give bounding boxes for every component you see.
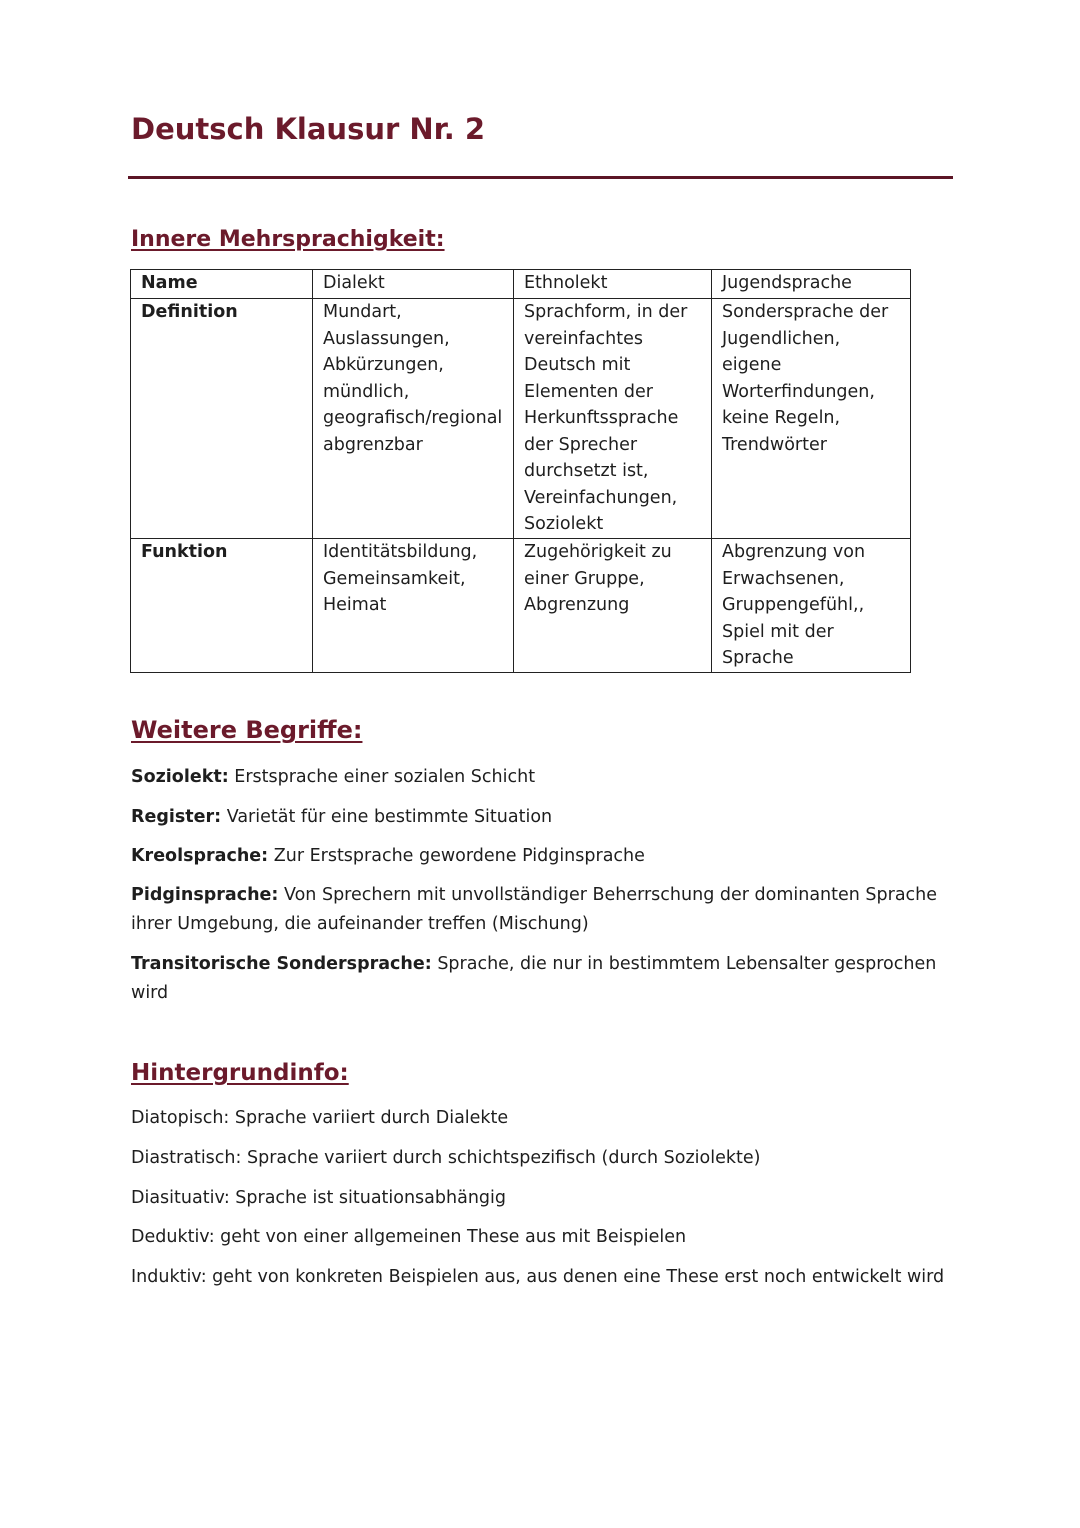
row-header-definition: Definition (131, 299, 313, 539)
cell-line: Erwachsenen, (722, 568, 845, 589)
cell-line: Identitätsbildung, (323, 542, 478, 562)
cell-line: Trendwörter (722, 434, 827, 455)
cell-line: Spiel mit der (722, 621, 834, 642)
term-text: Sprache, die nur in bestimmtem Lebensalter gesprochen wird (131, 954, 937, 1003)
section-heading-innere-mehrsprachigkeit: Innere Mehrsprachigkeit: (131, 227, 445, 252)
cell-definition-dialekt (313, 299, 514, 539)
info-item-diasituativ: Diasituativ: Sprache ist situationsabhängig (131, 1188, 506, 1208)
column-header-jugendsprache: Jugendsprache (712, 270, 911, 299)
term-text: Varietät für eine bestimmte Situation (221, 807, 553, 827)
section-heading-weitere-begriffe: Weitere Begriffe: (131, 716, 363, 744)
term-entry-register (131, 803, 961, 832)
title-divider (128, 176, 953, 179)
cell-line: Mundart, (323, 302, 402, 322)
cell-definition-jugendsprache (712, 299, 911, 539)
table-row-funktion (131, 539, 911, 673)
term-label: Transitorische Sondersprache: (131, 954, 432, 974)
cell-line: Elementen der (524, 381, 653, 402)
info-item-induktiv: Induktiv: geht von konkreten Beispielen aus, aus denen eine These erst noch entwickelt wird (131, 1267, 945, 1287)
cell-line: mündlich, (323, 381, 410, 402)
cell-line: abgrenzbar (323, 434, 423, 455)
term-label: Soziolekt: (131, 767, 229, 787)
cell-line: Zugehörigkeit zu (524, 542, 672, 562)
column-header-ethnolekt: Ethnolekt (514, 270, 712, 299)
term-label: Kreolsprache: (131, 846, 269, 866)
cell-line: Deutsch mit (524, 355, 631, 375)
table-row-definition (131, 299, 911, 539)
row-header-funktion: Funktion (131, 539, 313, 673)
cell-line: Worterfindungen, (722, 381, 875, 402)
term-entry-soziolekt (131, 763, 961, 792)
info-item-diastratisch: Diastratisch: Sprache variiert durch schichtspezifisch (durch Soziolekte) (131, 1148, 761, 1168)
cell-line: eigene (722, 355, 782, 375)
cell-line: Soziolekt (524, 514, 604, 534)
cell-line: Sprachform, in der (524, 302, 688, 322)
term-label: Pidginsprache: (131, 885, 279, 905)
cell-line: geografisch/regional (323, 408, 503, 428)
cell-line: einer Gruppe, (524, 568, 645, 589)
info-item-deduktiv: Deduktiv: geht von einer allgemeinen These aus mit Beispielen (131, 1227, 687, 1247)
cell-definition-ethnolekt (514, 299, 712, 539)
column-header-dialekt: Dialekt (313, 270, 514, 299)
cell-line: keine Regeln, (722, 408, 841, 428)
term-text: Von Sprechern mit unvollständiger Beherrschung der dominanten Sprache ihrer Umgebung, die aufeinander treffen (Mischung) (131, 885, 938, 934)
cell-line: Gemeinsamkeit, (323, 568, 466, 589)
cell-funktion-jugendsprache (712, 539, 911, 673)
cell-line: Heimat (323, 595, 387, 615)
cell-line: Gruppengefühl,, (722, 595, 865, 615)
varieties-table (130, 269, 911, 673)
section-heading-hintergrundinfo: Hintergrundinfo: (131, 1060, 349, 1086)
cell-line: Sprache (722, 648, 794, 668)
term-entry-transitorische-sondersprache (131, 950, 961, 1007)
cell-line: der Sprecher (524, 434, 638, 455)
term-text: Zur Erstsprache gewordene Pidginsprache (268, 846, 645, 866)
row-header-name: Name (131, 270, 313, 299)
cell-line: Auslassungen, (323, 328, 450, 349)
term-text: Erstsprache einer sozialen Schicht (228, 767, 536, 787)
cell-line: Vereinfachungen, (524, 487, 678, 508)
cell-line: Abgrenzung von (722, 542, 866, 562)
cell-line: durchsetzt ist, (524, 461, 649, 481)
cell-line: Abgrenzung (524, 595, 630, 615)
term-label: Register: (131, 807, 222, 827)
cell-line: Herkunftssprache (524, 408, 679, 428)
info-item-diatopisch: Diatopisch: Sprache variiert durch Dialekte (131, 1108, 509, 1128)
term-entry-kreolsprache (131, 842, 961, 871)
cell-funktion-dialekt (313, 539, 514, 673)
document-title: Deutsch Klausur Nr. 2 (131, 112, 486, 146)
cell-line: Sondersprache der (722, 302, 889, 322)
term-entry-pidginsprache (131, 881, 961, 938)
table-row-name (131, 270, 911, 299)
cell-line: vereinfachtes (524, 328, 643, 349)
cell-line: Abkürzungen, (323, 355, 444, 375)
cell-funktion-ethnolekt (514, 539, 712, 673)
cell-line: Jugendlichen, (722, 328, 841, 349)
